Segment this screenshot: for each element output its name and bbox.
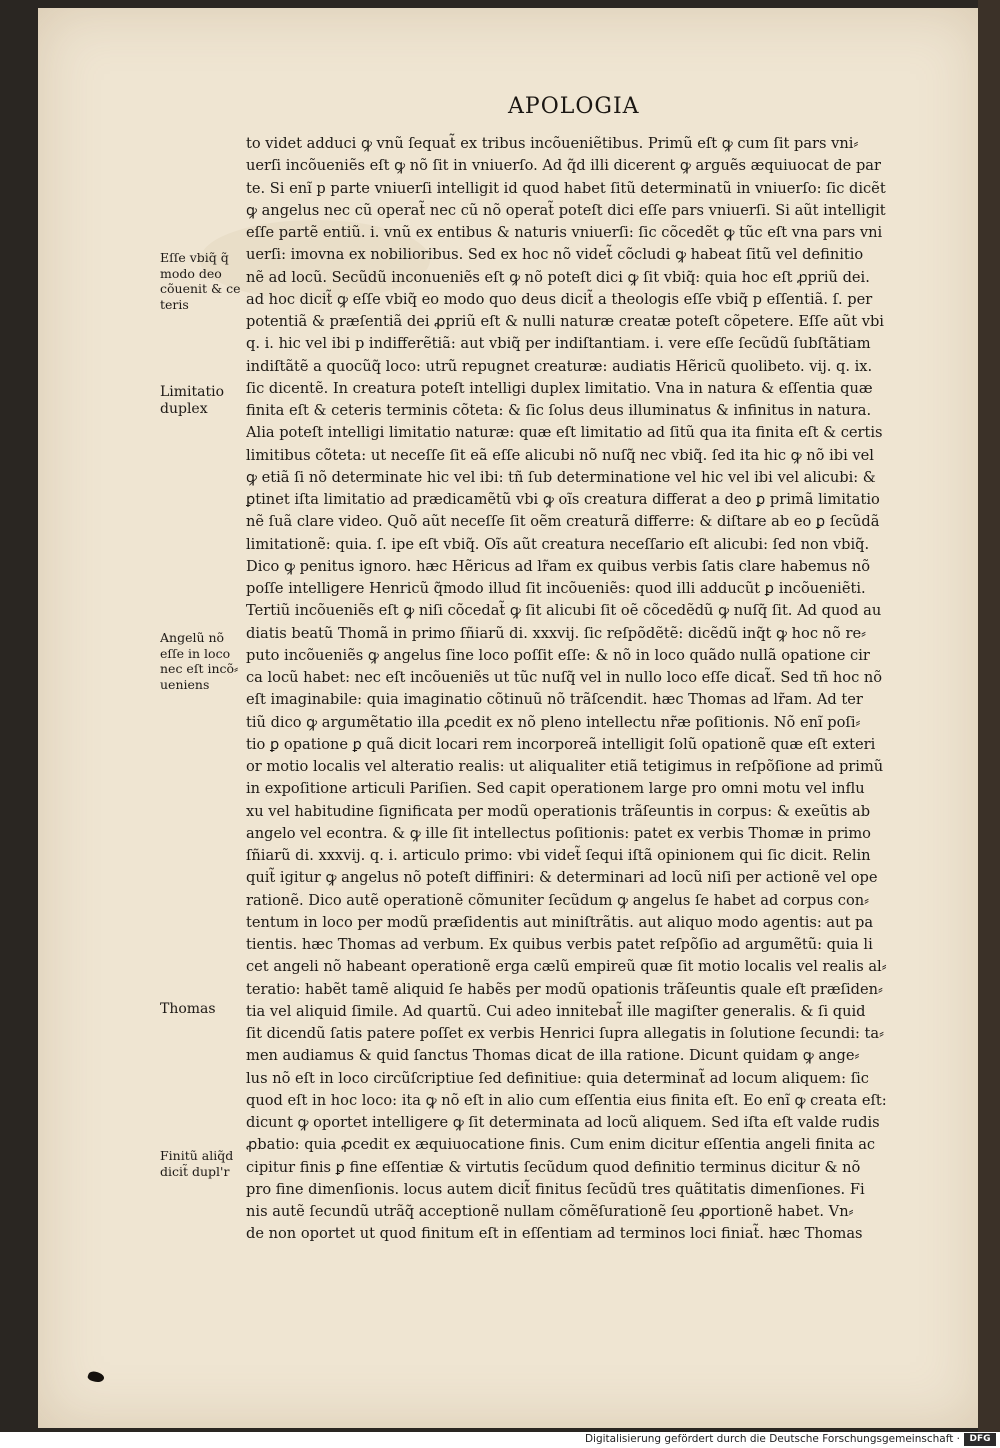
marginal-note-limitatio bbox=[160, 384, 244, 418]
note-line: teris bbox=[160, 296, 189, 312]
text-line: lus nõ eſt in loco circũſcriptiue ſed definitiue: quia determinat̃ ad locum aliquem: ſic bbox=[246, 1069, 869, 1087]
text-line: puto incõueniẽs ꝙ angelus ſine loco poſſit eſſe: & nõ in loco quãdo nullã opatione cir bbox=[246, 646, 870, 664]
page-edge bbox=[978, 0, 1000, 1432]
note-line: eſſe in loco bbox=[160, 645, 231, 661]
text-line: cet angeli nõ habeant operationẽ erga cælũ empireũ quæ ſit motio localis vel realis al⸗ bbox=[246, 958, 887, 976]
note-line: dicit̃ dupl'r bbox=[160, 1163, 230, 1179]
text-line: ꝑtinet iſta limitatio ad prædicamẽtũ vbi ꝙ oĩs creatura differat a deo ꝑ primã limitatio bbox=[246, 491, 880, 508]
text-line: rationẽ. Dico autẽ operationẽ cõmuniter ſecũdum ꝙ angelus ſe habet ad corpus con⸗ bbox=[246, 891, 869, 909]
note-line: Finitũ aliq̃d bbox=[160, 1148, 234, 1163]
text-line: nẽ ſuã clare video. Quõ aũt neceſſe ſit oẽm creaturã differre: & diſtare ab eo ꝑ ſecũdã bbox=[246, 513, 880, 531]
note-line: modo deo bbox=[160, 265, 222, 281]
text-line: xu vel habitudine ſignificata per modũ operationis trãſeuntis in corpus: & exeũtis ab bbox=[246, 802, 871, 820]
text-line: uerſi incõueniẽs eſt ꝙ nõ ſit in vniuerſo. Ad q̃d illi dicerent ꝙ arguẽs æquiuocat de par bbox=[246, 157, 881, 175]
text-line: in expoſitione articuli Pariſien. Sed capit operationem large pro omni motu vel influ bbox=[246, 780, 865, 798]
text-line: nẽ ad locũ. Secũdũ inconueniẽs eſt ꝙ nõ poteſt dici ꝙ ſit vbiq̃: quia hoc eſt ꝓpriũ dei. bbox=[246, 268, 870, 286]
text-line: to videt adduci ꝙ vnũ ſequat̃ ex tribus incõueniẽtibus. Primũ eſt ꝙ cum ſit pars vni⸗ bbox=[246, 135, 859, 152]
text-line: Tertiũ incõueniẽs eſt ꝙ niſi cõcedat̃ ꝙ ſit alicubi ſit oẽ cõcedẽdũ ꝙ nuſq̃ ſit. Ad quod au bbox=[246, 602, 882, 620]
note-line: Thomas bbox=[160, 1001, 216, 1017]
text-line: or motio localis vel alteratio realis: ut aliqualiter etiã tetigimus in reſpõſione ad primũ bbox=[246, 758, 884, 775]
note-line: ueniens bbox=[160, 676, 210, 692]
text-line: te. Si enĩ p parte vniuerſi intelligit id quod habet ſitũ determinatũ in vniuerſo: ſic dicẽt bbox=[246, 179, 886, 197]
text-line: dicunt ꝙ oportet intelligere ꝙ ſit determinata ad locũ aliquem. Sed iſta eſt valde rudis bbox=[246, 1114, 880, 1131]
text-line: angelo vel econtra. & ꝙ ille ſit intellectus poſitionis: patet ex verbis Thomæ in primo bbox=[246, 824, 871, 842]
marginal-note-finitum bbox=[160, 1148, 244, 1179]
text-line: poſſe intelligere Henricũ q̃modo illud ſit incõueniẽs: quod illi adducũt ꝑ incõueniẽti. bbox=[246, 580, 866, 597]
text-line: Alia poteſt intelligi limitatio naturæ: quæ eſt limitatio ad ſitũ qua ita finita eſt & certis bbox=[246, 424, 883, 442]
text-line: uerſi: imovna ex nobilioribus. Sed ex hoc nõ videt̃ cõcludi ꝙ habeat ſitũ vel definitio bbox=[246, 246, 864, 264]
text-line: diatis beatũ Thomã in primo ſñiarũ di. xxxvij. ſic reſpõdẽtẽ: dicẽdũ inq̃t ꝙ hoc nõ re⸗ bbox=[246, 624, 866, 642]
text-line: limitationẽ: quia. ſ. ipe eſt vbiq̃. Oĩs aũt creatura neceſſario eſt alicubi: ſed non vbiq̃. bbox=[246, 535, 870, 553]
note-line: duplex bbox=[160, 401, 208, 417]
running-title: APOLOGIA bbox=[508, 94, 640, 119]
text-line: ꝓbatio: quia ꝓcedit ex æquiuocatione finis. Cum enim dicitur eſſentia angeli finita ac bbox=[246, 1136, 876, 1154]
note-line: Limitatio bbox=[160, 384, 225, 400]
note-line: cõuenit & ce bbox=[160, 281, 241, 296]
text-line: potentiã & præſentiã dei ꝓpriũ eſt & nulli naturæ creatæ poteſt cõpetere. Eſſe aũt vbi bbox=[246, 313, 884, 330]
main-text-block bbox=[246, 133, 946, 1246]
text-line: eſt imaginabile: quia imaginatio cõtinuũ nõ trãſcendit. hæc Thomas ad lr̃am. Ad ter bbox=[246, 691, 863, 709]
text-line: tia vel aliquid ſimile. Ad quartũ. Cui adeo innitebat̃ ille magiſter generalis. & ſi quid bbox=[246, 1002, 866, 1020]
note-line: Eſſe vbiq̃ q̃ bbox=[160, 250, 229, 265]
marginal-note-angelum bbox=[160, 630, 244, 692]
text-line: quod eſt in hoc loco: ita ꝙ nõ eſt in alio cum eſſentia eius finita eſt. Eo enĩ ꝙ creata eſt: bbox=[246, 1091, 887, 1109]
text-line: tio ꝑ opatione ꝑ quã dicit locari rem incorporeã intelligit ſolũ opationẽ quæ eſt exteri bbox=[246, 735, 876, 753]
text-line: men audiamus & quid ſanctus Thomas dicat de illa ratione. Dicunt quidam ꝙ ange⸗ bbox=[246, 1047, 860, 1065]
text-line: cipitur finis ꝑ fine eſſentiæ & virtutis ſecũdum quod definitio terminus dicitur & nõ bbox=[246, 1158, 861, 1176]
text-line: ad hoc dicit̃ ꝙ eſſe vbiq̃ eo modo quo deus dicit̃ a theologis eſſe vbiq̃ p eſſentiã. ſ. per bbox=[246, 290, 873, 308]
text-line: ca locũ habet: nec eſt incõueniẽs ut tũc nuſq̃ vel in nullo loco eſſe dicat̃. Sed tñ hoc nõ bbox=[246, 669, 883, 686]
text-line: eſſe partẽ entiũ. i. vnũ ex entibus & naturis vniuerſi: ſic cõcedẽt ꝙ tũc eſt vna pars vni bbox=[246, 224, 883, 241]
text-line: tiũ dico ꝙ argumẽtatio illa ꝓcedit ex nõ pleno intellectu nr̃æ poſitionis. Nõ enĩ poſi⸗ bbox=[246, 713, 861, 731]
text-line: ſñiarũ di. xxxvij. q. i. articulo primo: vbi videt̃ ſequi iſtã opinionem qui ſic dicit. Relin bbox=[246, 847, 871, 864]
marginal-note-thomas bbox=[160, 1001, 244, 1018]
text-line: ꝙ etiã ſi nõ determinate hic vel ibi: tñ ſub determinatione vel hic vel ibi vel alicubi: & bbox=[246, 468, 876, 486]
text-line: nis autẽ ſecundũ utrãq̃ acceptionẽ nullam cõmẽſurationẽ ſeu ꝓportionẽ habet. Vn⸗ bbox=[246, 1203, 854, 1220]
text-line: pro fine dimenſionis. locus autem dicit̃ finitus ſecũdũ tres quãtitatis dimenſiones. Fi bbox=[246, 1180, 865, 1198]
text-line: tientis. hæc Thomas ad verbum. Ex quibus verbis patet reſpõſio ad argumẽtũ: quia li bbox=[246, 936, 873, 953]
text-line: ſit dicendũ ſatis patere poſſet ex verbis Henrici ſupra allegatis in ſolutione ſecundi: ta⸗ bbox=[246, 1025, 884, 1042]
funding-credit: Digitalisierung gefördert durch die Deutsche Forschungsgemeinschaft · bbox=[584, 1433, 960, 1445]
text-line: Dico ꝙ penitus ignoro. hæc Hẽricus ad lr̃am ex quibus verbis ſatis clare habemus nõ bbox=[246, 557, 871, 575]
text-line: q. i. hic vel ibi p indifferẽtiã: aut vbiq̃ per indiſtantiam. i. vere eſſe ſecũdũ ſubſtãtiam bbox=[246, 335, 871, 353]
text-line: teratio: habẽt tamẽ aliquid ſe habẽs per modũ opationis trãſeuntis quale eſt præſiden⸗ bbox=[246, 980, 883, 998]
text-line: tentum in loco per modũ præſidentis aut miniſtrãtis. aut aliquo modo agentis: aut pa bbox=[246, 913, 874, 931]
text-line: de non oportet ut quod finitum eſt in eſſentiam ad terminos loci finiat̃. hæc Thomas bbox=[246, 1225, 863, 1243]
text-line: ꝙ angelus nec cũ operat̃ nec cũ nõ operat̃ poteſt dici eſſe pars vniuerſi. Si aũt intelligit bbox=[246, 201, 886, 219]
text-line: finita eſt & ceteris terminis cõteta: & ſic ſolus deus illuminatus & infinitus in natura. bbox=[246, 402, 872, 419]
dfg-logo: DFG bbox=[964, 1433, 996, 1446]
note-line: Angelũ nõ bbox=[160, 630, 225, 645]
text-line: quit̃ igitur ꝙ angelus nõ poteſt diffiniri: & determinari ad locũ niſi per actionẽ vel ope bbox=[246, 869, 878, 887]
text-line: limitibus cõteta: ut neceſſe ſit eã eſſe alicubi nõ nuſq̃ nec vbiq̃. ſed ita hic ꝙ nõ ibi vel bbox=[246, 446, 874, 464]
note-line: nec eſt incõ⸗ bbox=[160, 661, 239, 676]
text-line: ſic dicentẽ. In creatura poteſt intelligi duplex limitatio. Vna in natura & eſſentia quæ bbox=[246, 379, 873, 397]
marginal-note-esse-ubique bbox=[160, 250, 244, 312]
text-line: indiſtãtẽ a quocũq̃ loco: utrũ repugnet creaturæ: audiatis Hẽricũ quolibeto. vij. q. ix. bbox=[246, 357, 873, 375]
